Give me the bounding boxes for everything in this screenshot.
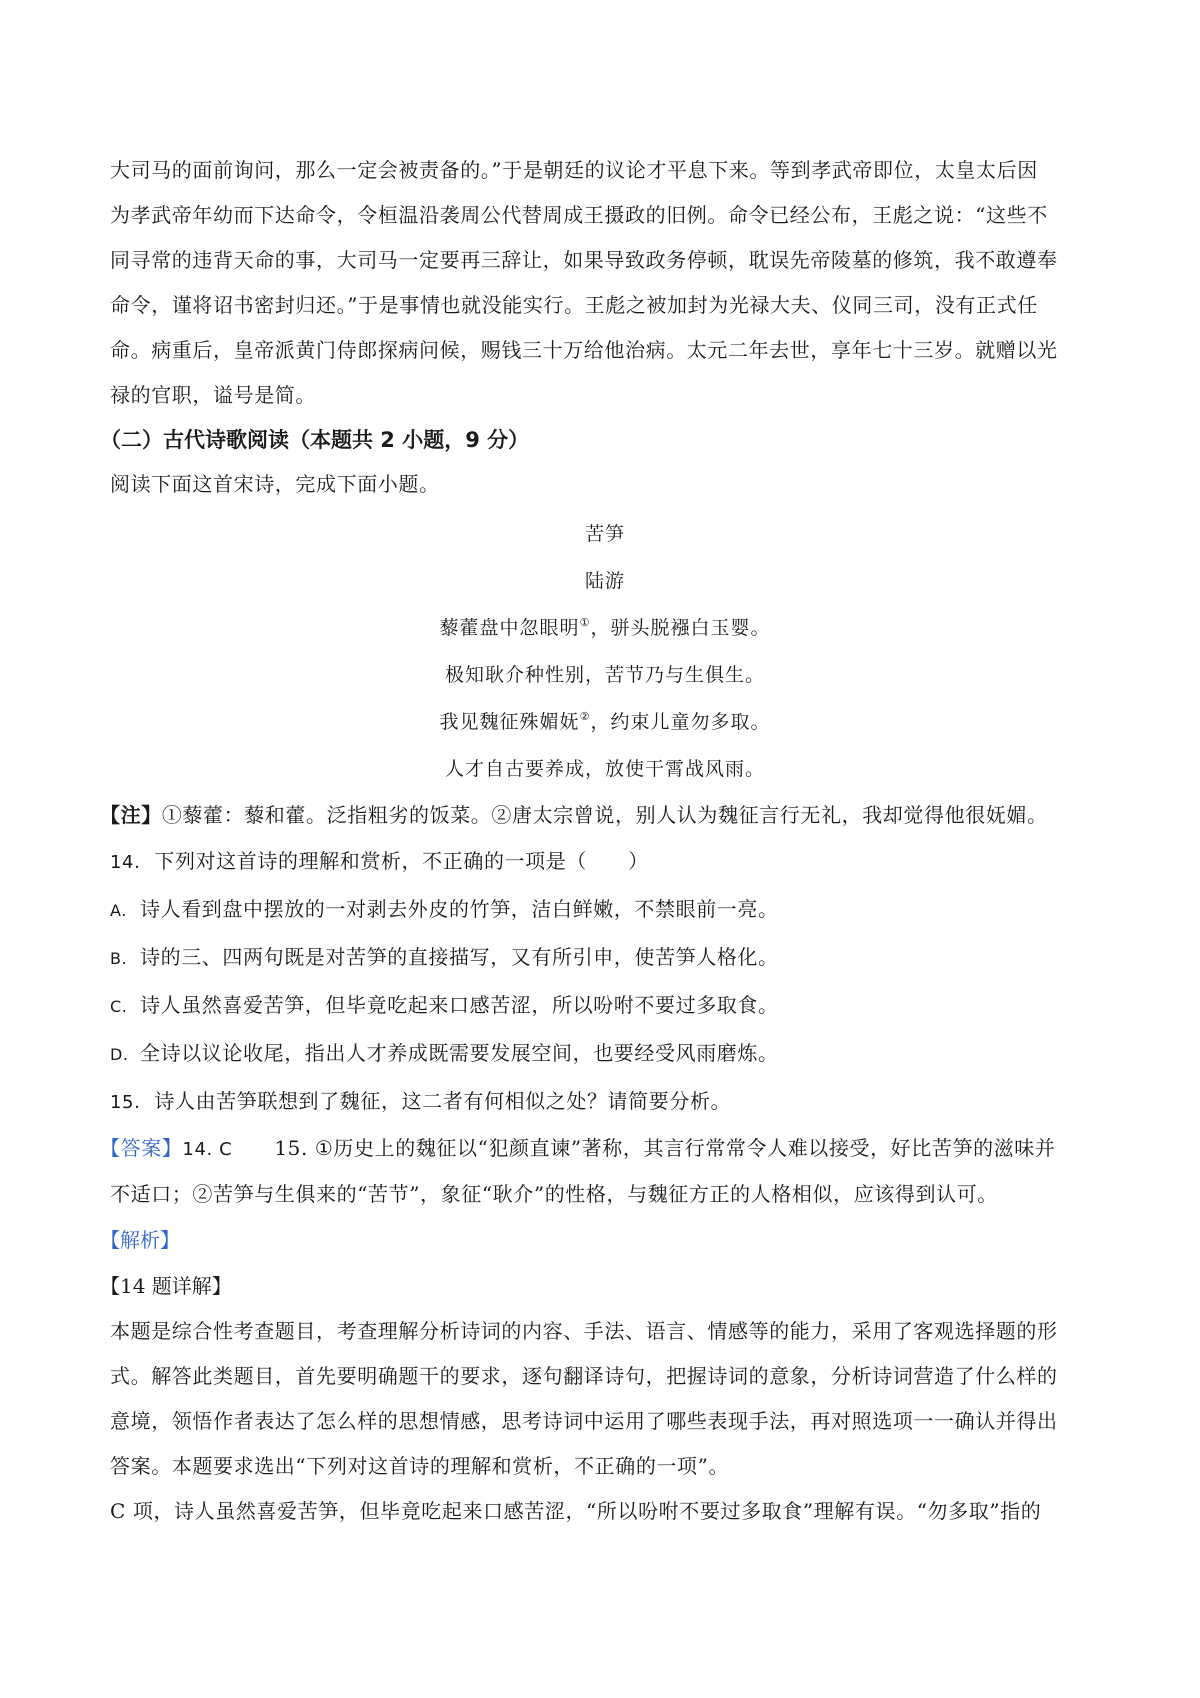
option-d-letter: D. [110,1045,129,1064]
document-page [100,148,1100,1534]
option-d [110,1030,1100,1078]
question-14-stem: 下列对这首诗的理解和赏析，不正确的一项是（ ） [154,849,649,873]
analysis-block [110,1309,1100,1534]
answer-15-line-2: 不适口；②苦笋与生俱来的“苦节”，象征“耿介”的性格，与魏征方正的人格相似，应该得到认可。 [110,1182,998,1206]
question-15-stem: 诗人由苦笋联想到了魏征，这二者有何相似之处？请简要分析。 [154,1089,732,1113]
analysis-line: 式。解答此类题目，首先要明确题干的要求，逐句翻译诗句，把握诗词的意象，分析诗词营造了什么样的 [110,1364,1058,1388]
option-b [110,934,1100,982]
poem-line-4: 人才自古要养成，放使干霄战风雨。 [444,758,765,780]
poem-line-1 [110,605,1100,652]
option-c-text: 诗人虽然喜爱苦笋，但毕竟吃起来口感苦涩，所以吩咐不要过多取食。 [140,993,779,1017]
translation-line: 同寻常的违背天命的事，大司马一定要再三辞让，如果导致政务停顿，耽误先帝陵墓的修筑，我不敢遵奉 [110,248,1058,272]
poem-line-3 [110,699,1100,746]
footnote-mark-2: ② [579,710,591,723]
note-label: 【注】 [100,803,162,827]
option-a-text: 诗人看到盘中摆放的一对剥去外皮的竹笋，洁白鲜嫩，不禁眼前一亮。 [140,897,779,921]
footnote-mark-1: ① [579,616,591,629]
translation-line: 命。病重后，皇帝派黄门侍郎探病问候，赐钱三十万给他治病。太元二年去世，享年七十三岁。就赠以光 [110,338,1058,362]
option-c-letter: C. [110,997,128,1016]
poem-title: 苦笋 [584,523,625,545]
poem-author: 陆游 [584,570,625,592]
poem-line-3-text: 我见魏征殊媚妩 [439,711,580,733]
answer-15-line-1: 15. ①历史上的魏征以“犯颜直谏”著称，其言行常常令人难以接受，好比苦笋的滋味并 [274,1136,1056,1160]
answer-label: 【答案】 [100,1136,183,1160]
analysis-line: 意境，领悟作者表达了怎么样的思想情感，思考诗词中运用了哪些表现手法，再对照选项一一确认并得出 [110,1409,1058,1433]
section-title: （二）古代诗歌阅读（本题共 2 小题，9 分） [100,428,530,452]
analysis-line: 答案。本题要求选出“下列对这首诗的理解和赏析，不正确的一项”。 [110,1454,730,1478]
poem-note [100,793,1100,838]
option-b-text: 诗的三、四两句既是对苦笋的直接描写，又有所引申，使苦笋人格化。 [140,945,779,969]
option-b-letter: B. [110,949,128,968]
translation-block [110,148,1100,418]
question-14 [110,838,1100,886]
translation-line: 禄的官职，谥号是简。 [110,383,316,407]
option-a [110,886,1100,934]
answer-14: 14. C [182,1139,233,1160]
answer-line-1 [100,1126,1100,1172]
poem-block [110,511,1100,793]
option-d-text: 全诗以议论收尾，指出人才养成既需要发展空间，也要经受风雨磨炼。 [140,1041,779,1065]
question-14-number: 14. [110,852,141,873]
analysis-sub-heading: 【14 题详解】 [100,1274,232,1298]
translation-line: 为孝武帝年幼而下达命令，令桓温沿袭周公代替周成王摄政的旧例。命令已经公布，王彪之说：“这些不 [110,203,1048,227]
option-a-letter: A. [110,901,127,920]
note-text: ①藜藿：藜和藿。泛指粗劣的饭菜。②唐太宗曾说，别人认为魏征言行无礼，我却觉得他很妩媚。 [161,803,1048,827]
poem-line-1-rest: ，骈头脱襁白玉婴。 [590,617,771,639]
analysis-label: 【解析】 [100,1228,180,1252]
poem-line-1-text: 藜藿盘中忽眼明 [439,617,580,639]
analysis-line: C 项，诗人虽然喜爱苦笋，但毕竟吃起来口感苦涩，“所以吩咐不要过多取食”理解有误。“勿多取”指的 [110,1499,1042,1523]
question-15 [110,1078,1100,1126]
section-instruction: 阅读下面这首宋诗，完成下面小题。 [110,472,440,496]
translation-line: 大司马的面前询问，那么一定会被责备的。”于是朝廷的议论才平息下来。等到孝武帝即位，太皇太后因 [110,158,1038,182]
analysis-line: 本题是综合性考查题目，考查理解分析诗词的内容、手法、语言、情感等的能力，采用了客观选择题的形 [110,1319,1058,1343]
poem-line-3-rest: ，约束儿童勿多取。 [590,711,771,733]
question-15-number: 15. [110,1092,141,1113]
poem-line-2: 极知耿介种性别，苦节乃与生俱生。 [444,664,765,686]
translation-line: 命令，谨将诏书密封归还。”于是事情也就没能实行。王彪之被加封为光禄大夫、仪同三司，没有正式任 [110,293,1038,317]
option-c [110,982,1100,1030]
